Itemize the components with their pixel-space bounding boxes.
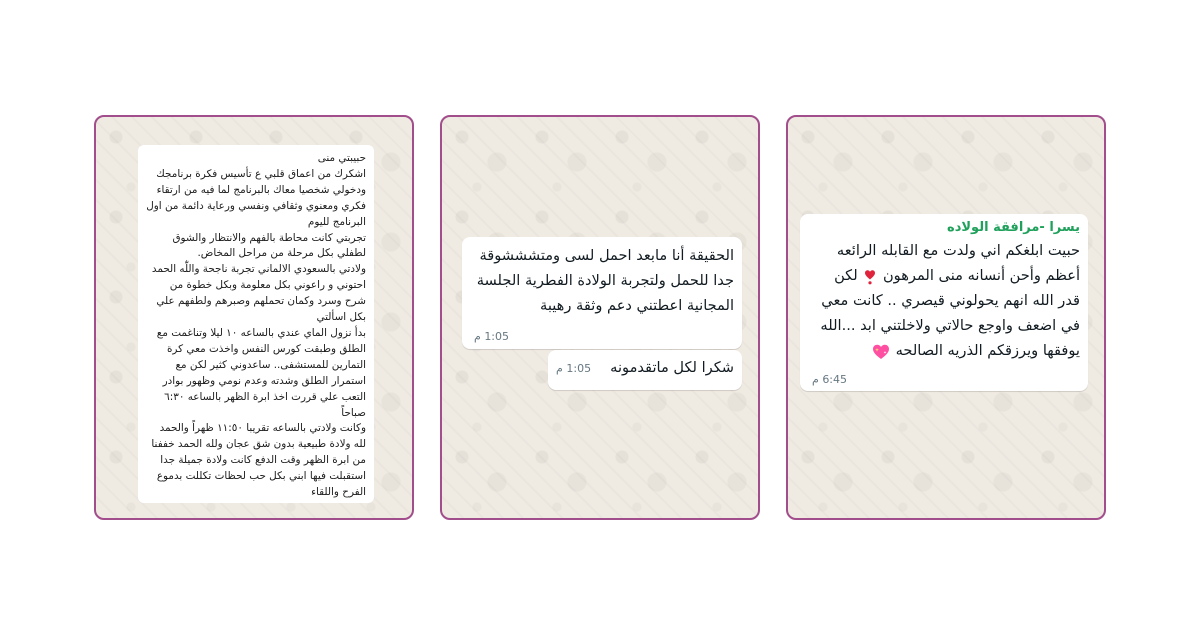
chat-message-text (808, 238, 1080, 363)
sender-name: يسرا -مرافقة الولاده (947, 220, 1080, 235)
message-paragraph: ولادتي بالسعودي الالماني تجربة ناجحة واللّٰه الحمد احتوني و راعوني بكل معلومة وبكل خطوة من شرح وسرد وكمان تحملهم وصبرهم ولطفهم علي بكل اسألتي (151, 263, 366, 324)
testimonial-card-right (786, 115, 1106, 520)
message-paragraph: حبيبتي منى (317, 152, 366, 164)
heart-exclamation-icon (862, 268, 878, 284)
message-paragraph: وكانت ولادتي بالساعه تقريبا ١١:٥٠ ظهراً والحمد لله ولادة طبيعية بدون شق عجان ولله الحمد خففنا من ابرة الظهر وقت الدفع كانت ولادة جميلة جدا استقبلت فيها ابني بكل حب لحظات تكللت بدموع الفرح واللقاء (151, 422, 366, 499)
chat-bubble[interactable] (800, 214, 1088, 391)
message-paragraph: بدأ نزول الماي عندي بالساعه ١٠ ليلا وتناغمت مع الطلق وطبقت كورس النفس واخذت معي كرة التمارين للمستشفى.. ساعدوني كثير لكن مع استمرار الطلق وشدته وعدم نومي وظهور بوادر التعب علي قررت اخذ ابرة الظهر بالساعه ٦:٣٠ صباحاً (156, 326, 366, 419)
chat-message-text: شكرا لكل ماتقدمونه (610, 359, 734, 376)
message-paragraph: تجربتي كانت محاطة بالفهم والانتظار والشوق لطفلي بكل مرحلة من مراحل المخاض. (172, 231, 366, 260)
testimonial-message-document (138, 145, 374, 503)
message-paragraph: اشكرك من اعماق قلبي ع تأسيس فكرة برنامجك ودخولي شخصيا معاك بالبرنامج لما فيه من ارتقاء فكري ومعنوي وثقافي ونفسي ورعاية دائمة من اول البرنامج لليوم (146, 167, 366, 228)
testimonial-card-left (94, 115, 414, 520)
sparkling-heart-icon (875, 343, 891, 359)
testimonial-card-middle (440, 115, 760, 520)
message-text-part: لكن قدر الله انهم يحولوني قيصري .. كانت معي في اضعف واوجع حالاتي ولاخلتني ابد ...الله يوفقها ويرزقكم الذريه الصالحه (820, 267, 1080, 359)
message-timestamp: 6:45 م (812, 373, 848, 386)
chat-message-text: الحقيقة أنا مابعد احمل لسى ومتشششوقة جدا للحمل ولتجربة الولادة الفطرية الجلسة المجانية اعطتني دعم وثقة رهيبة (476, 247, 734, 314)
chat-bubble[interactable] (548, 350, 742, 390)
message-timestamp: 1:05 م (556, 362, 592, 375)
message-timestamp: 1:05 م (474, 330, 510, 343)
chat-bubble[interactable] (462, 237, 742, 349)
message-text-part: حبيت ابلغكم اني ولدت مع القابله الرائعه أعظم وأحن أنسانه منى المرهون (836, 242, 1080, 284)
